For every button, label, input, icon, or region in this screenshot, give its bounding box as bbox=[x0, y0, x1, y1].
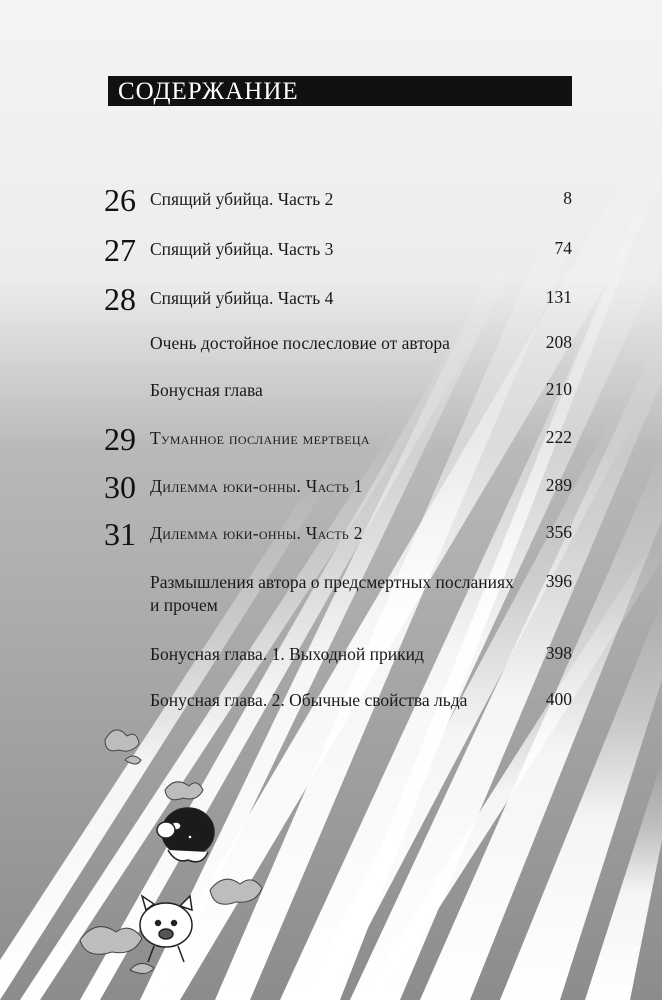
chapter-title: Бонусная глава bbox=[150, 380, 263, 400]
page-number: 400 bbox=[545, 689, 572, 709]
mascot-illustration bbox=[70, 720, 270, 980]
chapter-title: Бонусная глава. 2. Обычные свойства льда bbox=[150, 690, 468, 710]
page-number: 208 bbox=[545, 332, 572, 352]
chapter-number: 28 bbox=[104, 281, 136, 317]
chapter-title: Очень достойное послесловие от автора bbox=[150, 333, 450, 353]
page-number: 74 bbox=[554, 238, 572, 258]
contents-title: СОДЕРЖАНИЕ bbox=[118, 78, 299, 105]
chapter-title: Спящий убийца. Часть 4 bbox=[150, 288, 334, 308]
chapter-title: Бонусная глава. 1. Выходной прикид bbox=[150, 644, 424, 664]
page-number: 398 bbox=[545, 643, 572, 663]
page-number: 222 bbox=[545, 427, 572, 447]
chapter-number: 29 bbox=[104, 421, 136, 457]
chapter-title: Туманное послание мертвеца bbox=[150, 428, 370, 448]
chapter-number: 26 bbox=[104, 182, 136, 218]
chapter-number: 27 bbox=[104, 232, 136, 268]
chapter-number: 30 bbox=[104, 469, 136, 505]
page-number: 289 bbox=[545, 475, 572, 495]
chapter-title: Спящий убийца. Часть 3 bbox=[150, 239, 334, 259]
page-number: 396 bbox=[545, 571, 572, 591]
page-number: 210 bbox=[545, 379, 572, 399]
chapter-title: Дилемма юки-онны. Часть 2 bbox=[150, 523, 363, 543]
chapter-title: Размышления автора о предсмертных посланиях и прочем bbox=[150, 572, 514, 615]
chapter-title: Спящий убийца. Часть 2 bbox=[150, 189, 334, 209]
page-number: 131 bbox=[545, 287, 572, 307]
page-number: 8 bbox=[563, 188, 572, 208]
contents-header-bar bbox=[108, 76, 572, 106]
chapter-number: 31 bbox=[104, 516, 136, 552]
page-number: 356 bbox=[545, 522, 572, 542]
chapter-title: Дилемма юки-онны. Часть 1 bbox=[150, 476, 363, 496]
